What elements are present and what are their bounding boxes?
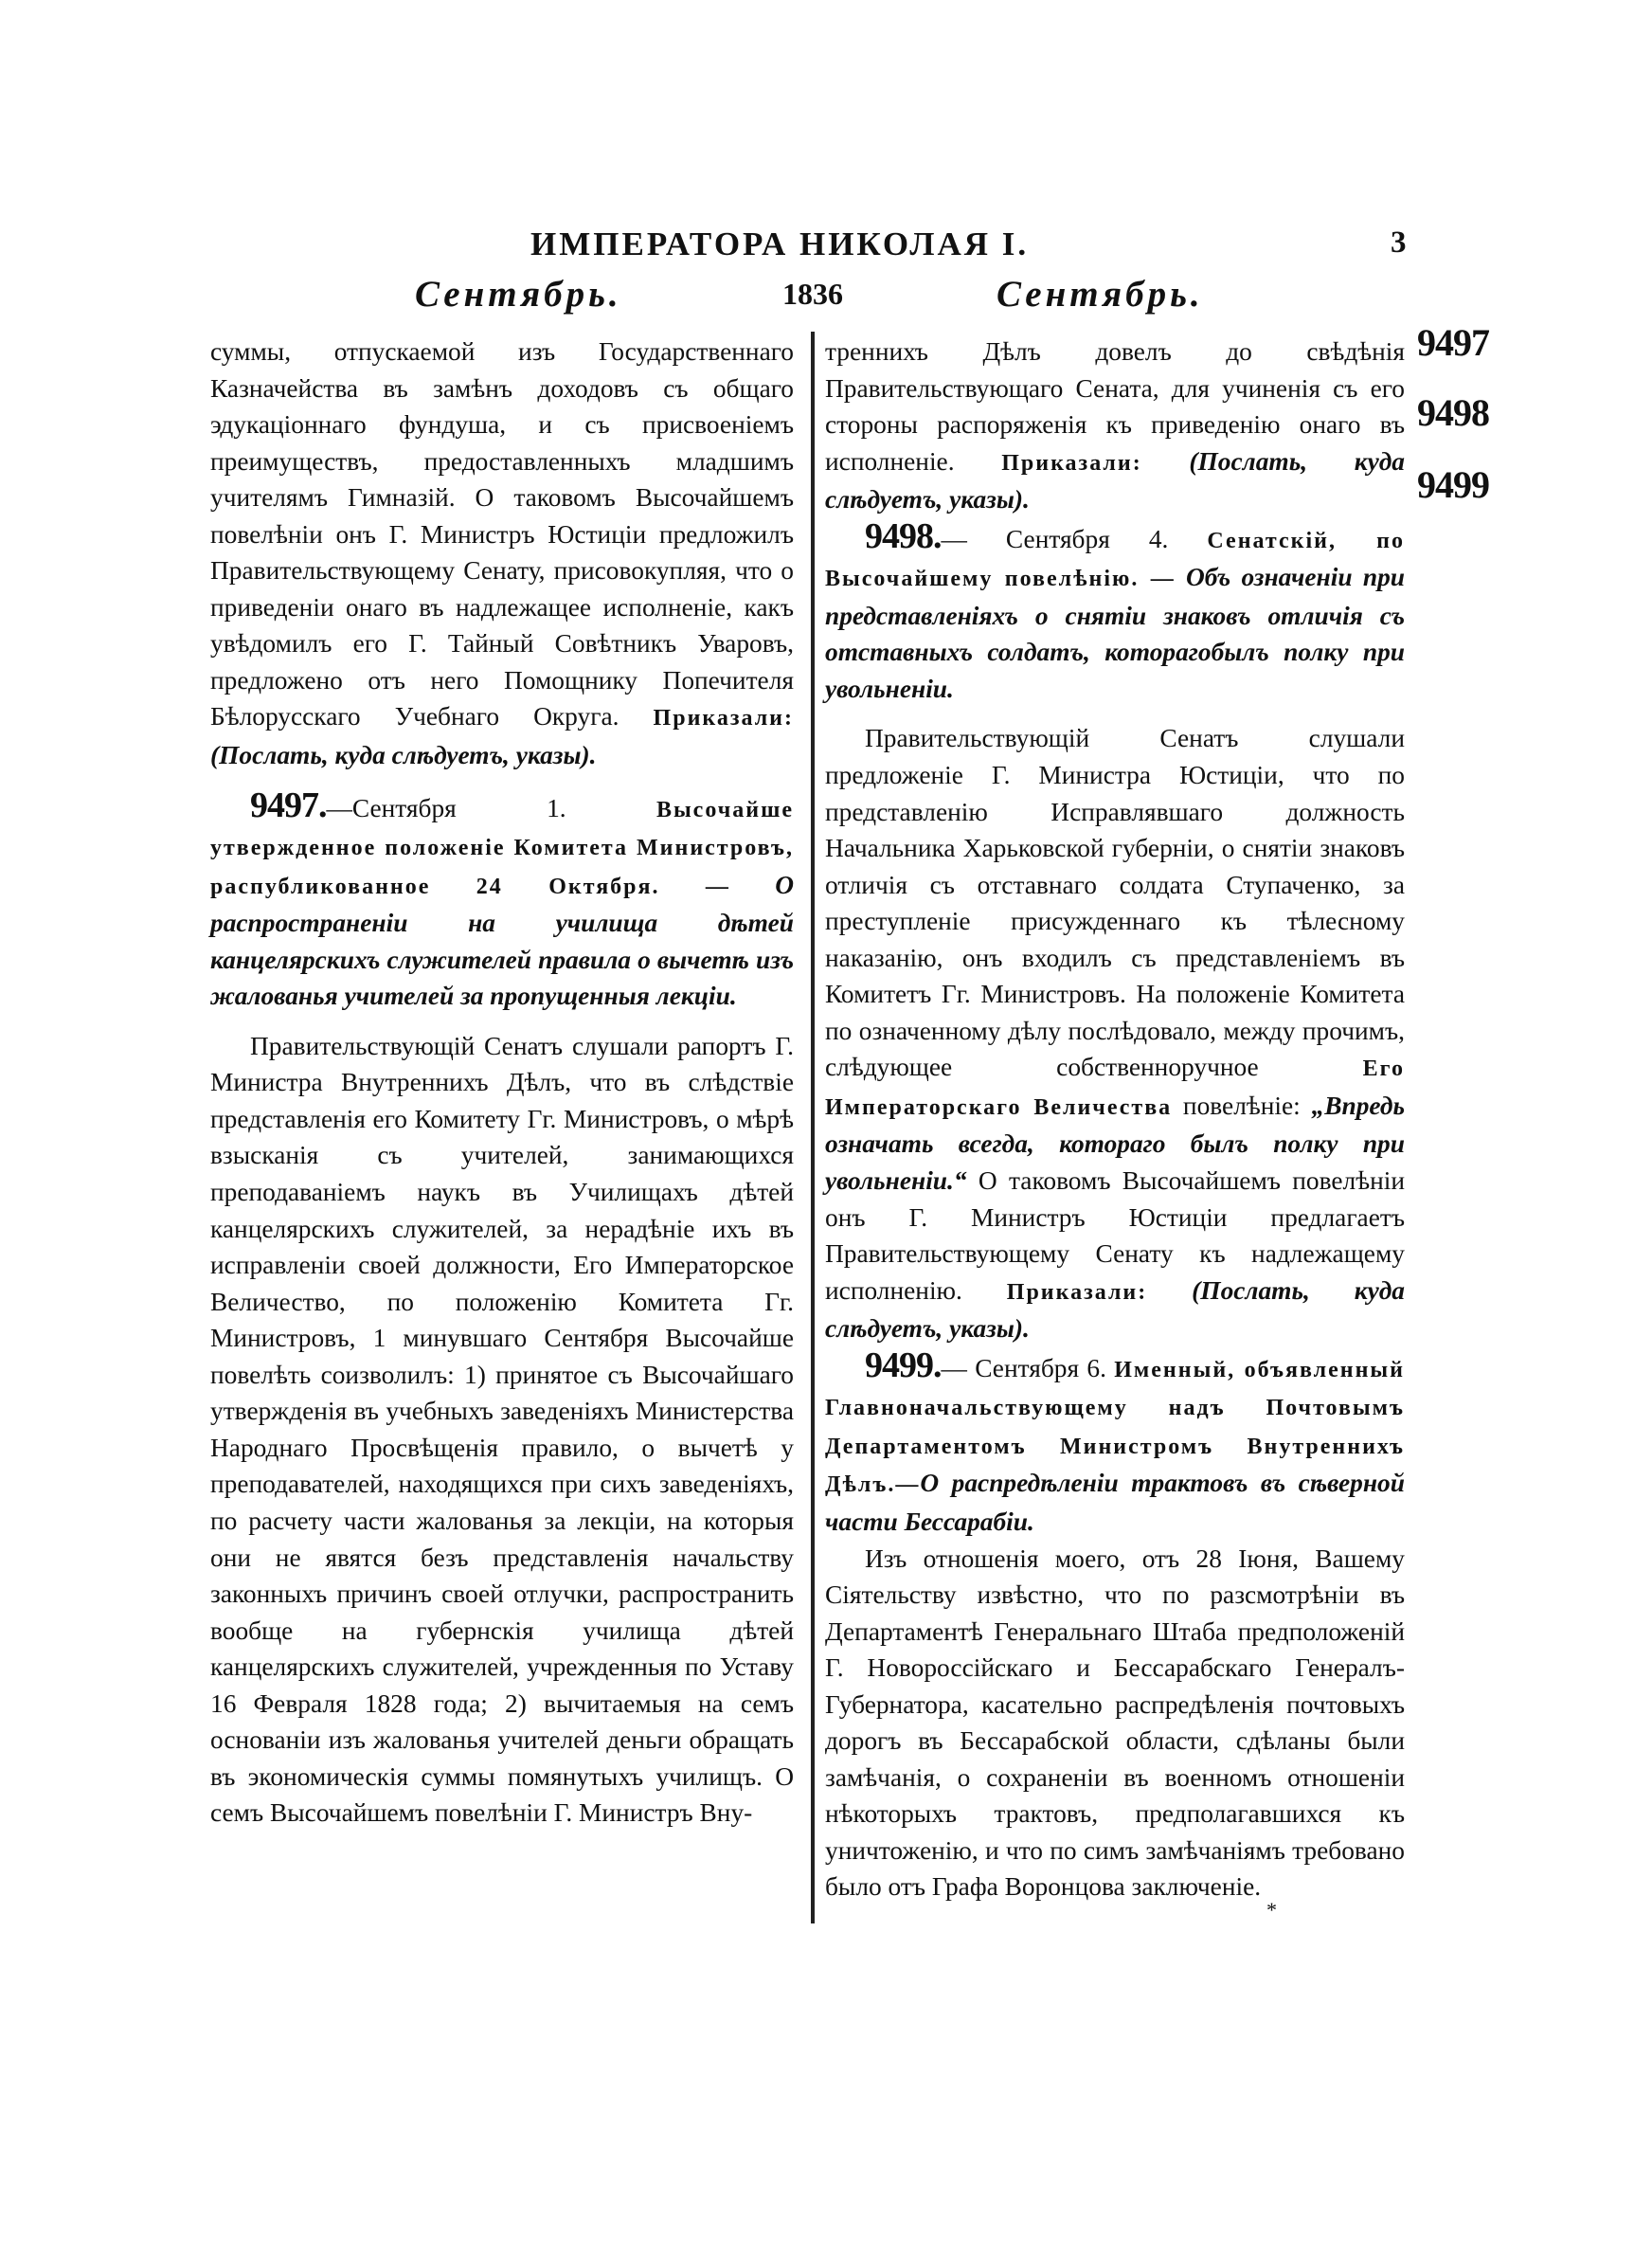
- margin-number: 9497: [1417, 321, 1489, 364]
- entry-title: О распространеніи на училища дѣтей канцелярскихъ служителей правила о вычетѣ изъ жалованья учителей за пропущенныя лекціи.: [210, 870, 794, 1011]
- paragraph-text: суммы, отпускаемой изъ Государственнаго Казначейства въ замѣнъ доходовъ съ общаго эдукаціоннаго фундуша, и съ присвоеніемъ преимуществъ, предоставленныхъ младшимъ учителямъ Гимназій. О таковомъ Высочайшемъ повелѣніи онъ Г. Министръ Юстиціи предложилъ Правительствующему Сенату, присовокупляя, что о приведеніи онаго въ надлежащее исполненіе, какъ увѣдомилъ его Г. Тайный Совѣтникъ Уваровъ, предложено отъ него Помощнику Попечителя Бѣлорусскаго Учебнаго Округа.: [210, 337, 794, 731]
- end-mark: *: [1266, 1898, 1277, 1922]
- entry-type: Именный, объявленный Главноначальствующему надъ Почтовымъ Департаментомъ Министромъ Внутреннихъ Дѣлъ.—: [825, 1357, 1405, 1498]
- order-text: (Послать, куда слѣдуетъ, указы).: [825, 446, 1405, 515]
- order-label: Приказали:: [653, 706, 794, 731]
- order-label: Приказали:: [1001, 450, 1142, 476]
- order-text: (Послать, куда слѣдуетъ, указы).: [210, 741, 597, 770]
- paragraph-text: Изъ отношенія моего, отъ 28 Іюня, Вашему Сіятельству извѣстно, что по разсмотрѣніи въ Департаментѣ Генеральнаго Штаба предположеній Г. Новороссійскаго и Бессарабскаго Генералъ-Губернатора, касательно распредѣленія почтовыхъ дорогъ въ Бессарабской области, сдѣланы были замѣчанія, о сохраненіи въ военномъ отношеніи нѣкоторыхъ трактовъ, предполагавшихся къ уничтоженію, и что по симъ замѣчаніямъ требовано было отъ Графа Воронцова заключеніе.: [825, 1544, 1405, 1902]
- order-text: (Послать, куда слѣдуетъ, указы).: [825, 1275, 1405, 1344]
- right-column: [825, 334, 1405, 1905]
- entry-9498-heading: [825, 515, 1405, 708]
- entry-number: 9498.: [865, 515, 942, 556]
- paragraph-text: О таковомъ Высочайшемъ повелѣніи онъ Г. Министръ Юстиціи предлагаетъ Правительствующему Сенату къ надлежащему исполненію.: [825, 1166, 1405, 1305]
- month-heading-left: Сентябрь.: [415, 274, 622, 315]
- order-label: Приказали:: [1006, 1279, 1148, 1305]
- paragraph-text: треннихъ Дѣлъ довелъ до свѣдѣнія Правительствующаго Сената, для учиненія съ его стороны распоряженія къ приведенію онаго въ исполненіе.: [825, 337, 1405, 476]
- margin-number: 9498: [1417, 391, 1489, 434]
- entry-9498-body: [825, 720, 1405, 1346]
- entry-9499-heading: [825, 1347, 1405, 1541]
- paragraph-text: повелѣніе:: [1182, 1091, 1301, 1120]
- quoted-resolution: „Впредь означать всегда, котораго былъ полку при увольненіи.“: [825, 1091, 1405, 1196]
- page-number: 3: [1391, 226, 1407, 260]
- margin-number: 9499: [1417, 463, 1489, 506]
- entry-number: 9499.: [865, 1345, 942, 1385]
- entry-type: Высочайше утвержденное положеніе Комитета Министровъ, распубликованное 24 Октября. —: [210, 797, 794, 899]
- year-heading: 1836: [782, 277, 843, 311]
- entry-date: —Сентября 1.: [326, 793, 566, 822]
- majesty-title: Его Императорскаго Величества: [825, 1056, 1405, 1120]
- paragraph-text: Правительствующій Сенатъ слушали предложеніе Г. Министра Юстиціи, что по представленію Исправлявшаго должность Начальника Харьковской губерніи, о снятіи знаковъ отличія съ отставнаго солдата Ступаченко, за преступленіе присужденнаго къ тѣлесному наказанію, онъ входилъ съ представленіемъ въ Комитетъ Гг. Министровъ. На положеніе Комитета по означенному дѣлу послѣдовало, между прочимъ, слѣдующее собственноручное: [825, 724, 1405, 1082]
- entry-number: 9497.: [250, 785, 327, 825]
- entry-9497-heading: [210, 787, 794, 1015]
- entry-type: Сенатскій, по Высочайшему повелѣнію. —: [825, 528, 1405, 592]
- entry-9499-body: [825, 1541, 1405, 1905]
- running-title: ИМПЕРАТОРА НИКОЛАЯ I.: [530, 226, 1030, 262]
- left-column: [210, 334, 794, 1832]
- continuation-paragraph: [210, 334, 794, 774]
- entry-date: — Сентября 6.: [941, 1353, 1106, 1382]
- column-divider: [811, 332, 815, 1923]
- entry-date: — Сентября 4.: [941, 524, 1169, 553]
- entry-title: Объ означеніи при представленіяхъ о снятіи знаковъ отличія съ отставныхъ солдатъ, которагобылъ полку при увольненіи.: [825, 563, 1405, 703]
- month-heading-right: Сентябрь.: [997, 274, 1204, 315]
- paragraph-text: Правительствующій Сенатъ слушали рапортъ Г. Министра Внутреннихъ Дѣлъ, что въ слѣдствіе представленія его Комитету Гг. Министровъ, о мѣрѣ взысканія съ учителей, занимающихся преподаваніемъ наукъ въ Училищахъ дѣтей канцелярскихъ служителей, за нерадѣніе ихъ въ исправленіи своей должности, Его Императорское Величество, по положенію Комитета Гг. Министровъ, 1 минувшаго Сентября Высочайше повелѣть соизволилъ: 1) принятое съ Высочайшаго утвержденія въ учебныхъ заведеніяхъ Министерства Народнаго Просвѣщенія правило, о вычетѣ у преподавателей, находящихся при сихъ заведеніяхъ, по расчету части жалованья за лекціи, на которыя они не явятся безъ представленія начальству законныхъ причинъ своей отлучки, распространить вообще на губернскія училища дѣтей канцелярскихъ служителей, учрежденныя по Уставу 16 Февраля 1828 года; 2) вычитаемыя на семъ основаніи изъ жалованья учителей деньги обращать въ экономическія суммы помянутыхъ училищъ. О семъ Высочайшемъ повелѣніи Г. Министръ Вну-: [210, 1031, 794, 1828]
- continuation-paragraph: [825, 334, 1405, 518]
- entry-title: О распредѣленіи трактовъ въ сѣверной части Бессарабіи.: [825, 1469, 1405, 1536]
- entry-9497-body: [210, 1028, 794, 1832]
